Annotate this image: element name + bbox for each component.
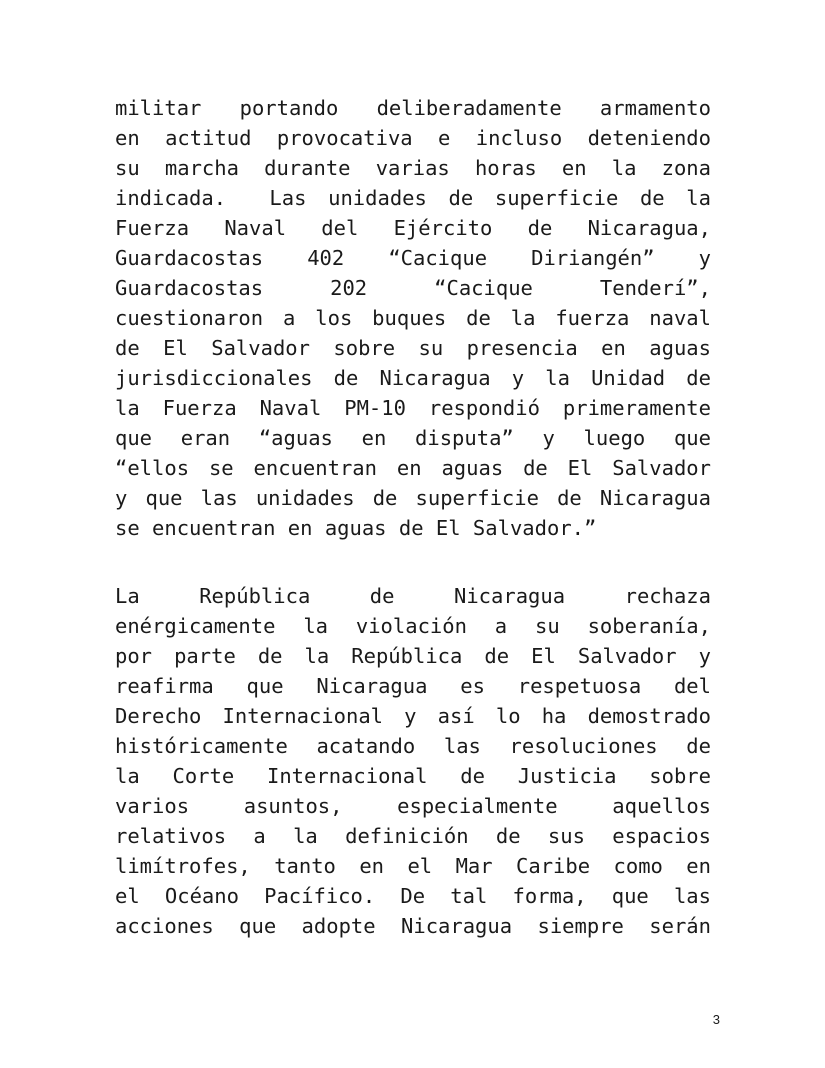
paragraph-line: relativos a la definición de sus espacios [115,824,711,848]
paragraph-line: varios asuntos, especialmente aquellos [115,794,711,818]
page-number: 3 [712,1012,720,1027]
paragraph-line: de El Salvador sobre su presencia en aguas [115,336,711,360]
paragraph-line: el Océano Pacífico. De tal forma, que las [115,884,711,908]
paragraph-line: indicada. Las unidades de superficie de la [115,186,711,210]
paragraph-line: acciones que adopte Nicaragua siempre serán [115,914,711,938]
paragraph-line: históricamente acatando las resoluciones de [115,734,711,758]
paragraph-line: por parte de la República de El Salvador y [115,644,711,668]
paragraph-line: cuestionaron a los buques de la fuerza naval [115,306,711,330]
paragraph-line: la Corte Internacional de Justicia sobre [115,764,711,788]
paragraph-line: Derecho Internacional y así lo ha demostrado [115,704,711,728]
paragraph-2 [115,581,711,941]
paragraph-line: y que las unidades de superficie de Nicaragua [115,486,711,510]
paragraph-line: limítrofes, tanto en el Mar Caribe como en [115,854,711,878]
paragraph-line: “ellos se encuentran en aguas de El Salvador [115,456,711,480]
paragraph-line: su marcha durante varias horas en la zona [115,156,711,180]
paragraph-line: se encuentran en aguas de El Salvador.” [115,516,597,540]
paragraph-line: Guardacostas 202 “Cacique Tenderí”, [115,276,711,300]
paragraph-line: en actitud provocativa e incluso deteniendo [115,126,711,150]
paragraph-line: que eran “aguas en disputa” y luego que [115,426,711,450]
paragraph-1 [115,93,711,543]
paragraph-line: reafirma que Nicaragua es respetuosa del [115,674,711,698]
paragraph-line: militar portando deliberadamente armamento [115,96,711,120]
paragraph-line: Guardacostas 402 “Cacique Diriangén” y [115,246,711,270]
paragraph-line: jurisdiccionales de Nicaragua y la Unidad de [115,366,711,390]
paragraph-line: Fuerza Naval del Ejército de Nicaragua, [115,216,711,240]
paragraph-line: enérgicamente la violación a su soberanía, [115,614,711,638]
paragraph-line: la Fuerza Naval PM-10 respondió primeramente [115,396,711,420]
paragraph-line: La República de Nicaragua rechaza [115,584,711,608]
